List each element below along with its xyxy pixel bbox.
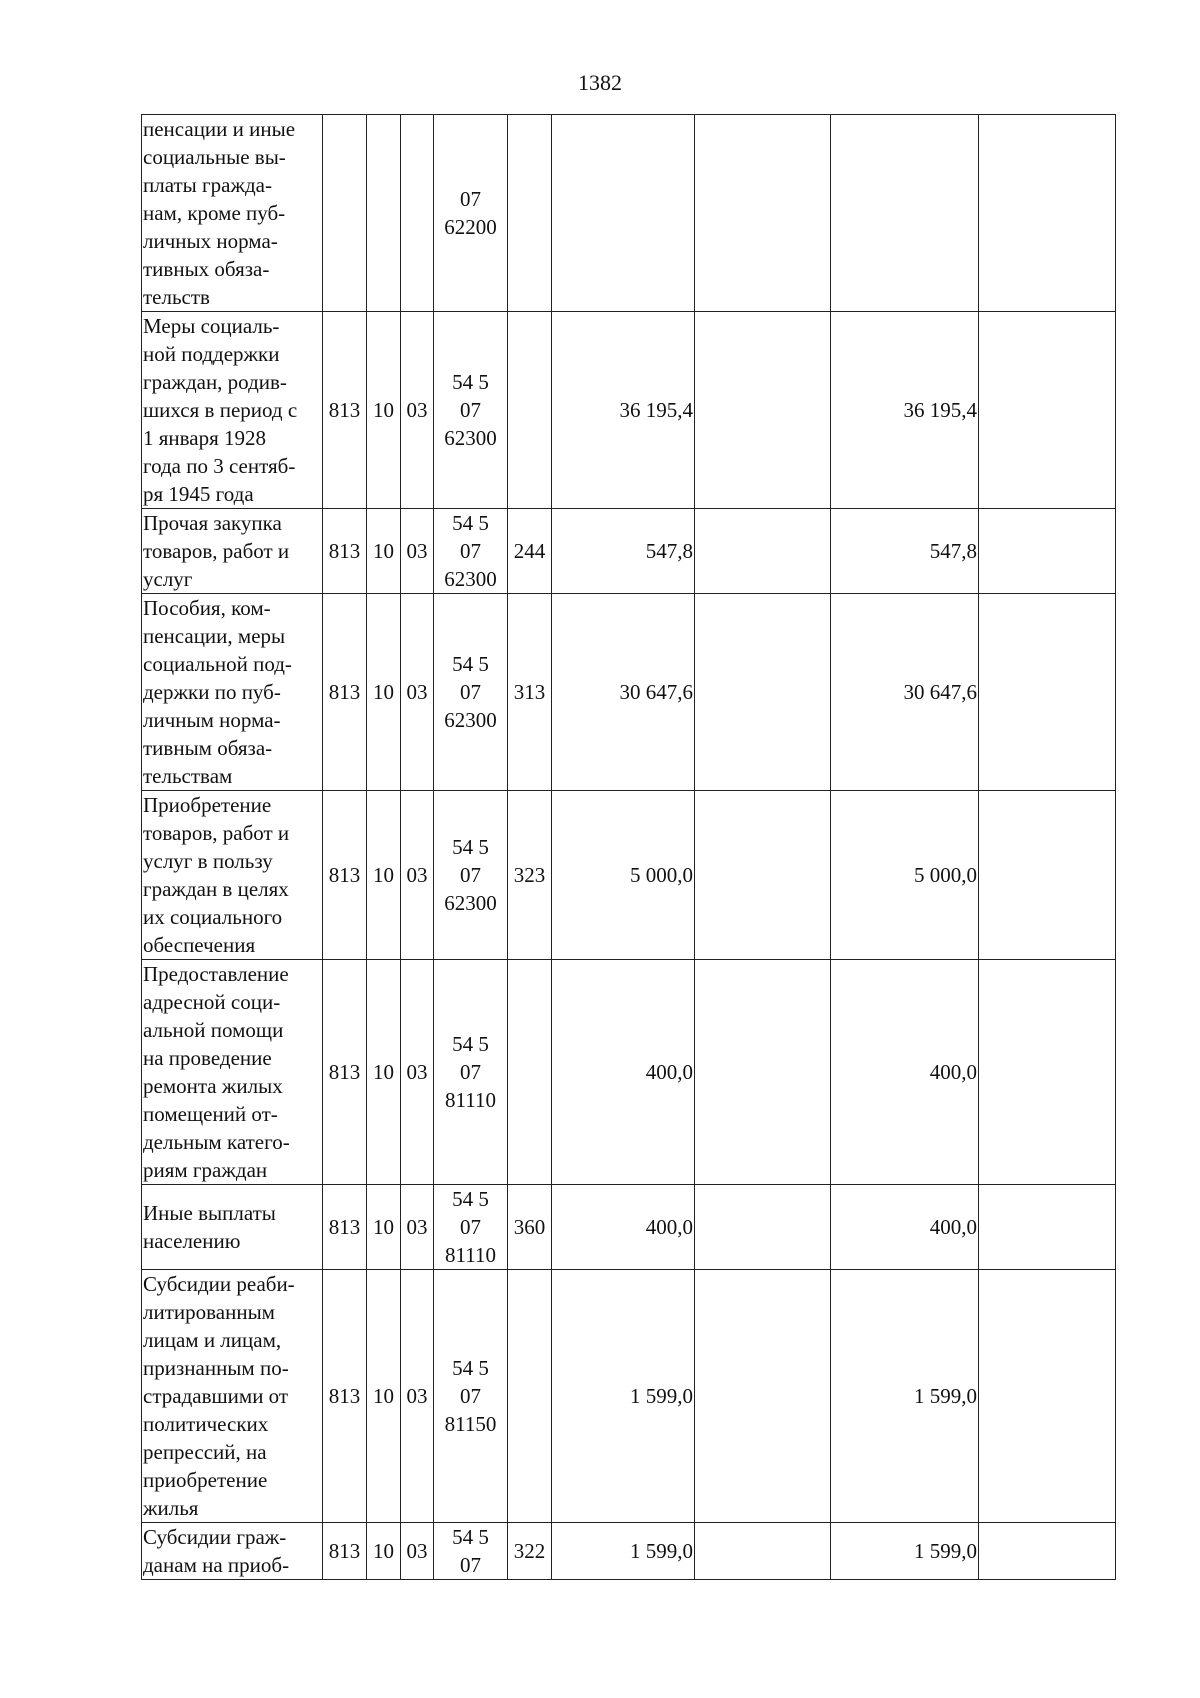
item-name-line: на проведение bbox=[143, 1046, 272, 1070]
item-name-line: года по 3 сентяб- bbox=[143, 454, 296, 478]
cell-expense-type: 322 bbox=[508, 1523, 552, 1580]
cell-target-article bbox=[434, 312, 508, 509]
item-name-line: дельным катего- bbox=[143, 1130, 290, 1154]
item-name-line: населению bbox=[143, 1229, 241, 1253]
cell-item-name bbox=[142, 1523, 323, 1580]
cell-amount-4 bbox=[979, 960, 1116, 1185]
item-name-line: Предоставление bbox=[143, 962, 289, 986]
cell-subsection-code: 03 bbox=[401, 1270, 434, 1523]
cell-ministry-code: 813 bbox=[323, 594, 367, 791]
cell-amount-total: 5 000,0 bbox=[552, 791, 695, 960]
cell-amount-3: 36 195,4 bbox=[831, 312, 979, 509]
target-article-line: 62300 bbox=[444, 891, 497, 915]
target-article-line: 62300 bbox=[444, 708, 497, 732]
item-name-line: альной помощи bbox=[143, 1018, 284, 1042]
item-name-line: Пособия, ком- bbox=[143, 596, 271, 620]
cell-section-code: 10 bbox=[367, 594, 401, 791]
cell-section-code: 10 bbox=[367, 509, 401, 594]
item-name-line: ря 1945 года bbox=[143, 482, 254, 506]
cell-amount-4 bbox=[979, 1523, 1116, 1580]
target-article-line: 07 bbox=[460, 1553, 481, 1577]
item-name-line: личным норма- bbox=[143, 708, 281, 732]
item-name-line: тивным обяза- bbox=[143, 736, 273, 760]
cell-target-article bbox=[434, 509, 508, 594]
cell-subsection-code bbox=[401, 115, 434, 312]
cell-section-code: 10 bbox=[367, 791, 401, 960]
item-name-line: товаров, работ и bbox=[143, 539, 290, 563]
cell-amount-3 bbox=[831, 115, 979, 312]
item-name-line: 1 января 1928 bbox=[143, 426, 267, 450]
cell-amount-2 bbox=[695, 1523, 831, 1580]
item-name-line: тивных обяза- bbox=[143, 257, 270, 281]
cell-ministry-code: 813 bbox=[323, 791, 367, 960]
cell-amount-2 bbox=[695, 960, 831, 1185]
cell-ministry-code bbox=[323, 115, 367, 312]
item-name-line: страдавшими от bbox=[143, 1384, 289, 1408]
cell-amount-2 bbox=[695, 509, 831, 594]
item-name-line: социальные вы- bbox=[143, 145, 286, 169]
cell-amount-3: 1 599,0 bbox=[831, 1523, 979, 1580]
target-article-line: 07 bbox=[460, 539, 481, 563]
cell-item-name bbox=[142, 1270, 323, 1523]
item-name-line: ной поддержки bbox=[143, 342, 280, 366]
item-name-line: жилья bbox=[143, 1496, 199, 1520]
cell-amount-4 bbox=[979, 1185, 1116, 1270]
item-name-line: товаров, работ и bbox=[143, 821, 290, 845]
cell-amount-3: 547,8 bbox=[831, 509, 979, 594]
target-article-line: 07 bbox=[460, 1215, 481, 1239]
table-row bbox=[142, 1523, 1116, 1580]
target-article-line: 54 5 bbox=[452, 511, 489, 535]
cell-subsection-code: 03 bbox=[401, 509, 434, 594]
cell-amount-2 bbox=[695, 115, 831, 312]
target-article-line: 62300 bbox=[444, 567, 497, 591]
cell-item-name bbox=[142, 1185, 323, 1270]
cell-amount-total bbox=[552, 115, 695, 312]
item-name-line: риям граждан bbox=[143, 1158, 268, 1182]
item-name-line: шихся в период с bbox=[143, 398, 298, 422]
cell-expense-type: 244 bbox=[508, 509, 552, 594]
cell-amount-total: 547,8 bbox=[552, 509, 695, 594]
target-article-line: 54 5 bbox=[452, 1187, 489, 1211]
item-name-line: услуг в пользу bbox=[143, 849, 273, 873]
cell-section-code: 10 bbox=[367, 1270, 401, 1523]
cell-amount-total: 36 195,4 bbox=[552, 312, 695, 509]
cell-amount-2 bbox=[695, 1185, 831, 1270]
cell-subsection-code: 03 bbox=[401, 1523, 434, 1580]
cell-expense-type: 313 bbox=[508, 594, 552, 791]
item-name-line: приобретение bbox=[143, 1468, 268, 1492]
cell-amount-2 bbox=[695, 312, 831, 509]
cell-amount-4 bbox=[979, 1270, 1116, 1523]
item-name-line: признанным по- bbox=[143, 1356, 289, 1380]
item-name-line: репрессий, на bbox=[143, 1440, 267, 1464]
item-name-line: личных норма- bbox=[143, 229, 278, 253]
target-article-line: 07 bbox=[460, 863, 481, 887]
target-article-line: 54 5 bbox=[452, 1356, 489, 1380]
cell-amount-total: 400,0 bbox=[552, 1185, 695, 1270]
target-article-line: 81110 bbox=[445, 1243, 496, 1267]
target-article-line: 62200 bbox=[444, 215, 497, 239]
cell-ministry-code: 813 bbox=[323, 1523, 367, 1580]
item-name-line: платы гражда- bbox=[143, 173, 272, 197]
item-name-line: лицам и лицам, bbox=[143, 1328, 282, 1352]
cell-target-article bbox=[434, 1270, 508, 1523]
item-name-line: Субсидии граж- bbox=[143, 1525, 287, 1549]
cell-item-name bbox=[142, 960, 323, 1185]
item-name-line: Меры социаль- bbox=[143, 314, 280, 338]
table-body bbox=[142, 115, 1116, 1580]
cell-amount-4 bbox=[979, 312, 1116, 509]
cell-amount-3: 400,0 bbox=[831, 960, 979, 1185]
table-row bbox=[142, 594, 1116, 791]
cell-amount-4 bbox=[979, 594, 1116, 791]
cell-expense-type bbox=[508, 312, 552, 509]
cell-section-code: 10 bbox=[367, 1523, 401, 1580]
cell-amount-2 bbox=[695, 594, 831, 791]
table-row bbox=[142, 791, 1116, 960]
cell-amount-3: 400,0 bbox=[831, 1185, 979, 1270]
item-name-line: держки по пуб- bbox=[143, 680, 281, 704]
item-name-line: Субсидии реаби- bbox=[143, 1272, 295, 1296]
cell-section-code: 10 bbox=[367, 312, 401, 509]
item-name-line: Иные выплаты bbox=[143, 1201, 276, 1225]
cell-amount-3: 5 000,0 bbox=[831, 791, 979, 960]
table-row bbox=[142, 1270, 1116, 1523]
table-row bbox=[142, 1185, 1116, 1270]
item-name-line: литированным bbox=[143, 1300, 275, 1324]
cell-amount-3: 30 647,6 bbox=[831, 594, 979, 791]
cell-item-name bbox=[142, 312, 323, 509]
cell-item-name bbox=[142, 594, 323, 791]
cell-amount-total: 400,0 bbox=[552, 960, 695, 1185]
cell-amount-total: 30 647,6 bbox=[552, 594, 695, 791]
target-article-line: 07 bbox=[460, 1060, 481, 1084]
cell-amount-4 bbox=[979, 791, 1116, 960]
cell-subsection-code: 03 bbox=[401, 312, 434, 509]
item-name-line: тельств bbox=[143, 285, 210, 309]
cell-subsection-code: 03 bbox=[401, 1185, 434, 1270]
table-row bbox=[142, 115, 1116, 312]
cell-ministry-code: 813 bbox=[323, 960, 367, 1185]
cell-amount-4 bbox=[979, 509, 1116, 594]
cell-target-article bbox=[434, 791, 508, 960]
target-article-line: 81150 bbox=[444, 1412, 497, 1436]
cell-amount-total: 1 599,0 bbox=[552, 1270, 695, 1523]
target-article-line: 54 5 bbox=[452, 370, 489, 394]
table-row bbox=[142, 960, 1116, 1185]
cell-subsection-code: 03 bbox=[401, 594, 434, 791]
target-article-line: 62300 bbox=[444, 426, 497, 450]
target-article-line: 54 5 bbox=[452, 835, 489, 859]
target-article-line: 07 bbox=[460, 398, 481, 422]
item-name-line: обеспечения bbox=[143, 933, 256, 957]
cell-ministry-code: 813 bbox=[323, 1270, 367, 1523]
cell-ministry-code: 813 bbox=[323, 1185, 367, 1270]
target-article-line: 54 5 bbox=[452, 1032, 489, 1056]
target-article-line: 07 bbox=[460, 187, 481, 211]
cell-subsection-code: 03 bbox=[401, 960, 434, 1185]
item-name-line: социальной под- bbox=[143, 652, 292, 676]
item-name-line: Прочая закупка bbox=[143, 511, 282, 535]
cell-target-article bbox=[434, 960, 508, 1185]
item-name-line: услуг bbox=[143, 567, 193, 591]
item-name-line: граждан в целях bbox=[143, 877, 289, 901]
cell-item-name bbox=[142, 509, 323, 594]
page-number: 1382 bbox=[578, 70, 622, 95]
cell-amount-2 bbox=[695, 791, 831, 960]
target-article-line: 07 bbox=[460, 680, 481, 704]
item-name-line: пенсации и иные bbox=[143, 117, 296, 141]
item-name-line: нам, кроме пуб- bbox=[143, 201, 286, 225]
item-name-line: данам на приоб- bbox=[143, 1553, 290, 1577]
cell-expense-type bbox=[508, 115, 552, 312]
cell-ministry-code: 813 bbox=[323, 312, 367, 509]
cell-item-name bbox=[142, 791, 323, 960]
cell-amount-3: 1 599,0 bbox=[831, 1270, 979, 1523]
cell-target-article bbox=[434, 594, 508, 791]
item-name-line: помещений от- bbox=[143, 1102, 278, 1126]
cell-target-article bbox=[434, 1523, 508, 1580]
cell-section-code: 10 bbox=[367, 960, 401, 1185]
table-row bbox=[142, 312, 1116, 509]
item-name-line: Приобретение bbox=[143, 793, 272, 817]
item-name-line: политических bbox=[143, 1412, 269, 1436]
item-name-line: ремонта жилых bbox=[143, 1074, 283, 1098]
cell-target-article bbox=[434, 1185, 508, 1270]
target-article-line: 07 bbox=[460, 1384, 481, 1408]
cell-amount-2 bbox=[695, 1270, 831, 1523]
item-name-line: тельствам bbox=[143, 764, 233, 788]
item-name-line: их социального bbox=[143, 905, 283, 929]
cell-subsection-code: 03 bbox=[401, 791, 434, 960]
target-article-line: 81110 bbox=[445, 1088, 496, 1112]
cell-target-article bbox=[434, 115, 508, 312]
cell-ministry-code: 813 bbox=[323, 509, 367, 594]
cell-amount-4 bbox=[979, 115, 1116, 312]
item-name-line: пенсации, меры bbox=[143, 624, 286, 648]
cell-expense-type bbox=[508, 960, 552, 1185]
target-article-line: 54 5 bbox=[452, 652, 489, 676]
budget-table bbox=[141, 114, 1116, 1580]
cell-expense-type: 360 bbox=[508, 1185, 552, 1270]
cell-amount-total: 1 599,0 bbox=[552, 1523, 695, 1580]
cell-section-code bbox=[367, 115, 401, 312]
table-row bbox=[142, 509, 1116, 594]
item-name-line: граждан, родив- bbox=[143, 370, 287, 394]
cell-expense-type: 323 bbox=[508, 791, 552, 960]
cell-expense-type bbox=[508, 1270, 552, 1523]
item-name-line: адресной соци- bbox=[143, 990, 281, 1014]
target-article-line: 54 5 bbox=[452, 1525, 489, 1549]
cell-item-name bbox=[142, 115, 323, 312]
cell-section-code: 10 bbox=[367, 1185, 401, 1270]
